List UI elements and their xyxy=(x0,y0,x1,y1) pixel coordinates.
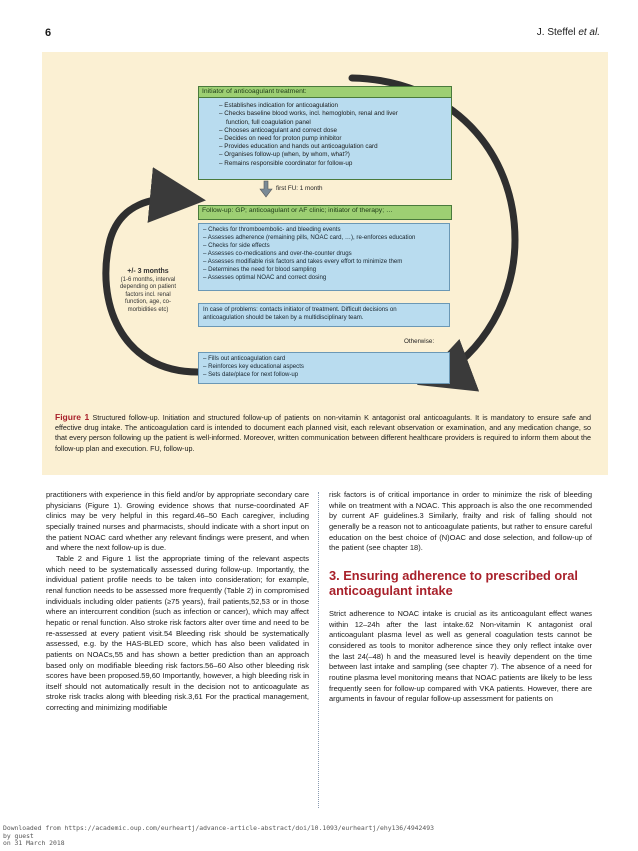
figure-caption xyxy=(55,412,591,454)
problems-line: In case of problems: contacts initiator of treatment. Difficult decisions on xyxy=(203,306,397,313)
followup-check-item: – Assesses co-medications and over-the-counter drugs xyxy=(203,250,445,258)
problems-box xyxy=(198,303,450,327)
followup-title: Follow-up: GP; anticoagulant or AF clinic; initiator of therapy; … xyxy=(202,207,393,214)
interval-line: morbidities etc) xyxy=(127,306,169,313)
followup-header xyxy=(198,205,452,220)
followup-check-item: – Assesses adherence (remaining pills, NOAC card, …), re-enforces education xyxy=(203,234,445,242)
interval-line: (1-6 months, interval xyxy=(120,276,176,283)
otherwise-label: Otherwise: xyxy=(404,338,435,345)
right-paragraph-1: risk factors is of critical importance in order to minimize the risk of bleeding while on treatment with a NOAC. This approach is also the one recommended by current AF guidelines.3 Similarly, frailty and risk of falling should not generally be a reason not to anticoagulate patients, but rather to ensure careful education on the best choice of (N)OAC and dose selection, and follow-up of the patient (see chapter 18). xyxy=(329,490,592,553)
initiator-title: Initiator of anticoagulant treatment: xyxy=(199,87,451,98)
initiator-item: – Checks baseline blood works, incl. hemoglobin, renal and liver xyxy=(219,110,398,118)
initiator-item: – Decides on need for proton pump inhibitor xyxy=(219,135,342,143)
interval-line: factors incl. renal xyxy=(125,291,171,298)
initiator-item: – Remains responsible coordinator for follow-up xyxy=(219,159,353,167)
interval-note xyxy=(108,268,188,315)
download-line: Downloaded from https://academic.oup.com/eurheartj/advance-article-abstract/doi/10.1093/eurheartj/ehy136/4942493 xyxy=(3,824,434,832)
right-column xyxy=(329,490,592,705)
followup-check-item: – Assesses modifiable risk factors and takes every effort to minimize them xyxy=(203,258,445,266)
caption-text: Structured follow-up. Initiation and structured follow-up of patients on non-vitamin K antagonist oral anticoagulants. It is mandatory to ensure safe and effective drug intake. The anticoagulation card is intended to document each planned visit, each relevant observation or examination, and any medication change, so that every person following up the patient is well-informed. Moreover, written communication between different healthcare providers is required to inform them about the follow-up plan and execution. FU, follow-up. xyxy=(55,413,592,453)
initiator-item: – Organises follow-up (when, by whom, what?) xyxy=(219,151,350,159)
initiator-item: – Establishes indication for anticoagulation xyxy=(219,102,339,110)
followup-checks-list xyxy=(203,226,445,282)
column-divider xyxy=(318,492,319,808)
download-line: by guest xyxy=(3,831,34,840)
running-head-authors: J. Steffel xyxy=(536,27,579,38)
initiator-list xyxy=(199,98,451,168)
followup-check-item: – Assesses optimal NOAC and correct dosing xyxy=(203,274,445,282)
right-paragraph-2: Strict adherence to NOAC intake is crucial as its anticoagulant effect wanes within 12–24h after the last intake.62 Non-vitamin K antagonist oral anticoagulant plasma level as well as general coagulation tests cannot be considered as tools to monitor adherence since they only reflect intake over the last 24(–48) h and the measured level is heavily dependent on the time between last intake and sampling (see chapter 7). The absence of a need for routine plasma level monitoring means that NOAC patients are likely to be less frequently seen for follow-up compared with VKA patients. However, there are arguments in favour of regular follow-up assessment for patients on xyxy=(329,608,592,704)
otherwise-box xyxy=(198,352,450,384)
left-paragraph-2: Table 2 and Figure 1 list the appropriate timing of the relevant aspects which need to be systematically assessed during follow-up. Importantly, the individual patient profile needs to be taken into consideration; for example, renal function needs to be assessed more frequently (Table 2) in compromised individuals including older patients (≥75 years), frail patients,52,53 or in those where an intercurrent condition (such as infection or cancer), which may affect hepatic or renal function. Also stroke risk factors alter over time and need to be re-assessed at every patient visit.54 Bleeding risk should be systematically assessed, e.g. by the HAS-BLED score, which has also been validated in patients on NOACs,55 and has shown a better prediction than an approach based only on modifiable bleeding risk factors.56–60 Also other bleeding risk scores have been proposed.59,60 Importantly, however, a high bleeding risk in itself should not automatically result in the decision not to anticoagulate as stroke risk tracks along with bleeding risk.3,61 For the practical management, correcting and minimizing modifiable xyxy=(46,553,309,713)
otherwise-item: – Reinforces key educational aspects xyxy=(203,363,445,371)
left-paragraph-1: practitioners with experience in this field and/or by appropriate secondary care physicians (Figure 1). Growing evidence shows that nurse-coordinated AF clinics may be very helpful in this regard.46–50 Each caregiver, including specially trained nurses and pharmacists, should indicate with a short input on the patient NOAC card whether any relevant findings were present, and when and where the next follow-up is due. xyxy=(46,490,309,553)
initiator-item: – Chooses anticoagulant and correct dose xyxy=(219,126,337,134)
section-heading: 3. Ensuring adherence to prescribed oral anticoagulant intake xyxy=(329,567,578,599)
followup-check-item: – Checks for side effects xyxy=(203,242,445,250)
page-number: 6 xyxy=(45,27,52,39)
left-column xyxy=(46,490,309,714)
down-arrow xyxy=(260,181,272,197)
otherwise-item: – Sets date/place for next follow-up xyxy=(203,371,445,379)
followup-checks-box xyxy=(198,223,450,291)
otherwise-list xyxy=(203,355,445,379)
download-note xyxy=(3,825,434,848)
interval-line: depending on patient xyxy=(119,284,177,291)
followup-check-item: – Determines the need for blood sampling xyxy=(203,266,445,274)
problems-line: anticoagulation should be taken by a multidisciplinary team. xyxy=(203,314,364,321)
initiator-box xyxy=(198,86,452,180)
otherwise-item: – Fills out anticoagulation card xyxy=(203,355,445,363)
initiator-item: function, full coagulation panel xyxy=(226,118,311,126)
followup-check-item: – Checks for thromboembolic- and bleeding events xyxy=(203,226,445,234)
interval-line: function, age, co- xyxy=(124,299,172,306)
running-head-etal: et al. xyxy=(578,27,600,38)
interval-title: +/- 3 months xyxy=(127,268,169,275)
download-line: on 31 March 2018 xyxy=(3,839,65,848)
initiator-item: – Provides education and hands out anticoagulation card xyxy=(219,143,378,151)
first-fu-label: first FU: 1 month xyxy=(276,185,323,192)
figure-label: Figure 1 xyxy=(55,412,90,422)
